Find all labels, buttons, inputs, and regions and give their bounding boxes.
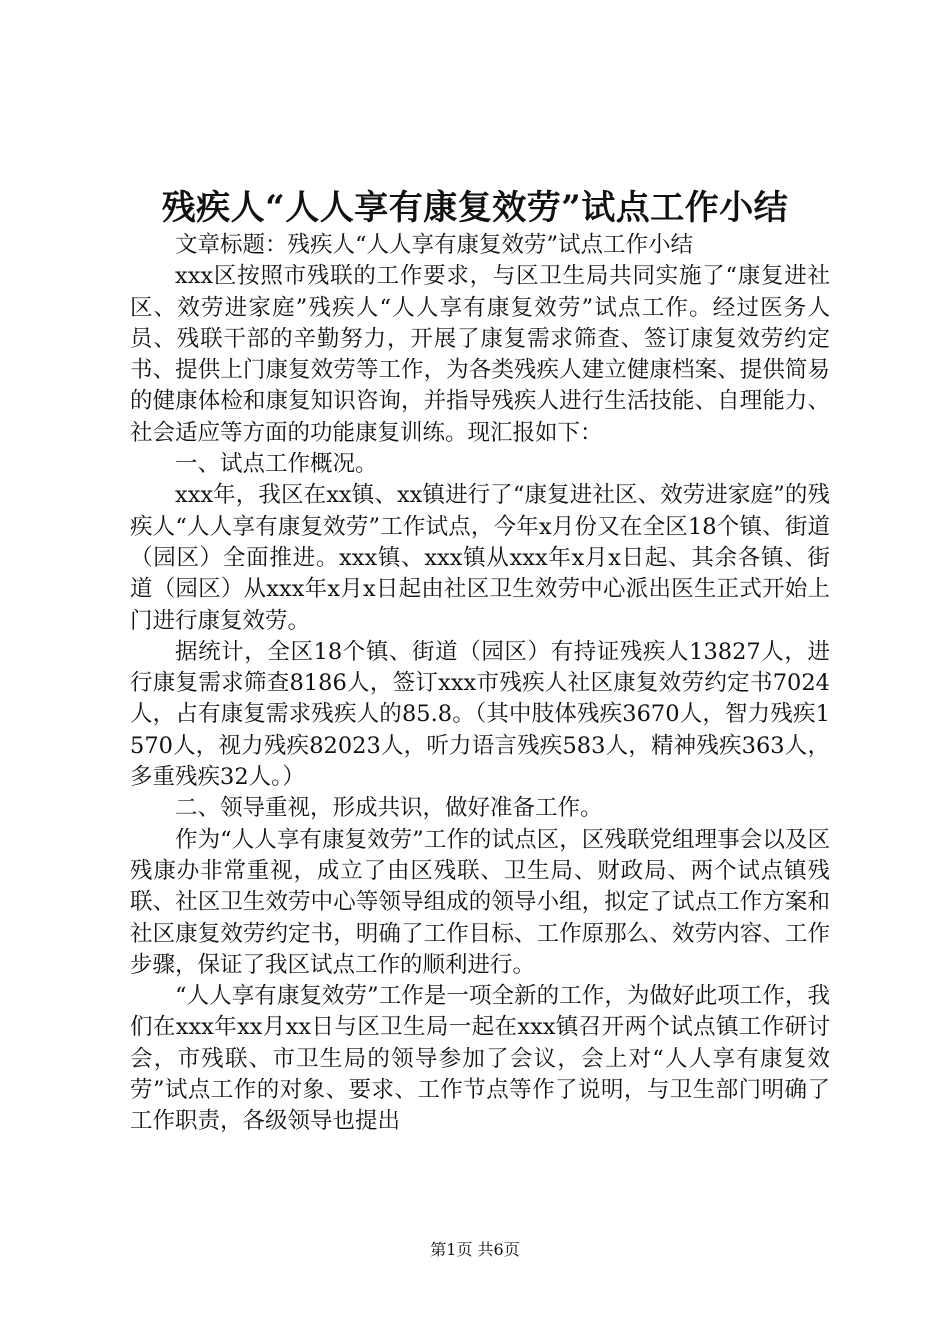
article-title-line: 文章标题：残疾人“人人享有康复效劳”试点工作小结 [175, 232, 694, 258]
statistics-paragraph: 据统计，全区18个镇、街道（园区）有持证残疾人13827人，进行康复需求筛查8186人，签订xxx市残疾人社区康复效劳约定书7024人，占有康复需求残疾人的85.8。（其中肢体残疾3670人，智力残疾1570人，视力残疾82023人，听力语言残疾583人，精神残疾363人，多重残疾32人。） [130, 638, 830, 791]
page-number-footer: 第1页 共6页 [430, 1240, 520, 1259]
document-body [130, 230, 830, 1138]
section-heading-2: 二、领导重视，形成共识，做好准备工作。 [175, 795, 603, 822]
document-title: 残疾人“人人享有康复效劳”试点工作小结 [161, 188, 789, 228]
leadership-paragraph: 作为“人人享有康复效劳”工作的试点区，区残联党组理事会以及区残康办非常重视，成立了由区残联、卫生局、财政局、两个试点镇残联、社区卫生效劳中心等领导组成的领导小组，拟定了试点工作方案和社区康复效劳约定书，明确了工作目标、工作原那么、效劳内容、工作步骤，保证了我区试点工作的顺利进行。 [130, 826, 830, 978]
meeting-paragraph: “人人享有康复效劳”工作是一项全新的工作，为做好此项工作，我们在xxx年xx月xx日与区卫生局一起在xxx镇召开两个试点镇工作研讨会，市残联、市卫生局的领导参加了会议，会上对“人人享有康复效劳”试点工作的对象、要求、工作节点等作了说明，与卫生部门明确了工作职责，各级领导也提出 [130, 983, 830, 1135]
intro-paragraph: xxx区按照市残联的工作要求，与区卫生局共同实施了“康复进社区、效劳进家庭”残疾人“人人享有康复效劳”试点工作。经过医务人员、残联干部的辛勤努力，开展了康复需求筛查、签订康复效劳约定书、提供上门康复效劳等工作，为各类残疾人建立健康档案、提供简易的健康体检和康复知识咨询，并指导残疾人进行生活技能、自理能力、社会适应等方面的功能康复训练。现汇报如下： [130, 263, 830, 446]
section-heading-1: 一、试点工作概况。 [175, 451, 378, 478]
overview-paragraph: xxx年，我区在xx镇、xx镇进行了“康复进社区、效劳进家庭”的残疾人“人人享有康复效劳”工作试点，今年x月份又在全区18个镇、街道（园区）全面推进。xxx镇、xxx镇从xxx年x月x日起、其余各镇、街道（园区）从xxx年x月x日起由社区卫生效劳中心派出医生正式开始上门进行康复效劳。 [130, 482, 830, 634]
